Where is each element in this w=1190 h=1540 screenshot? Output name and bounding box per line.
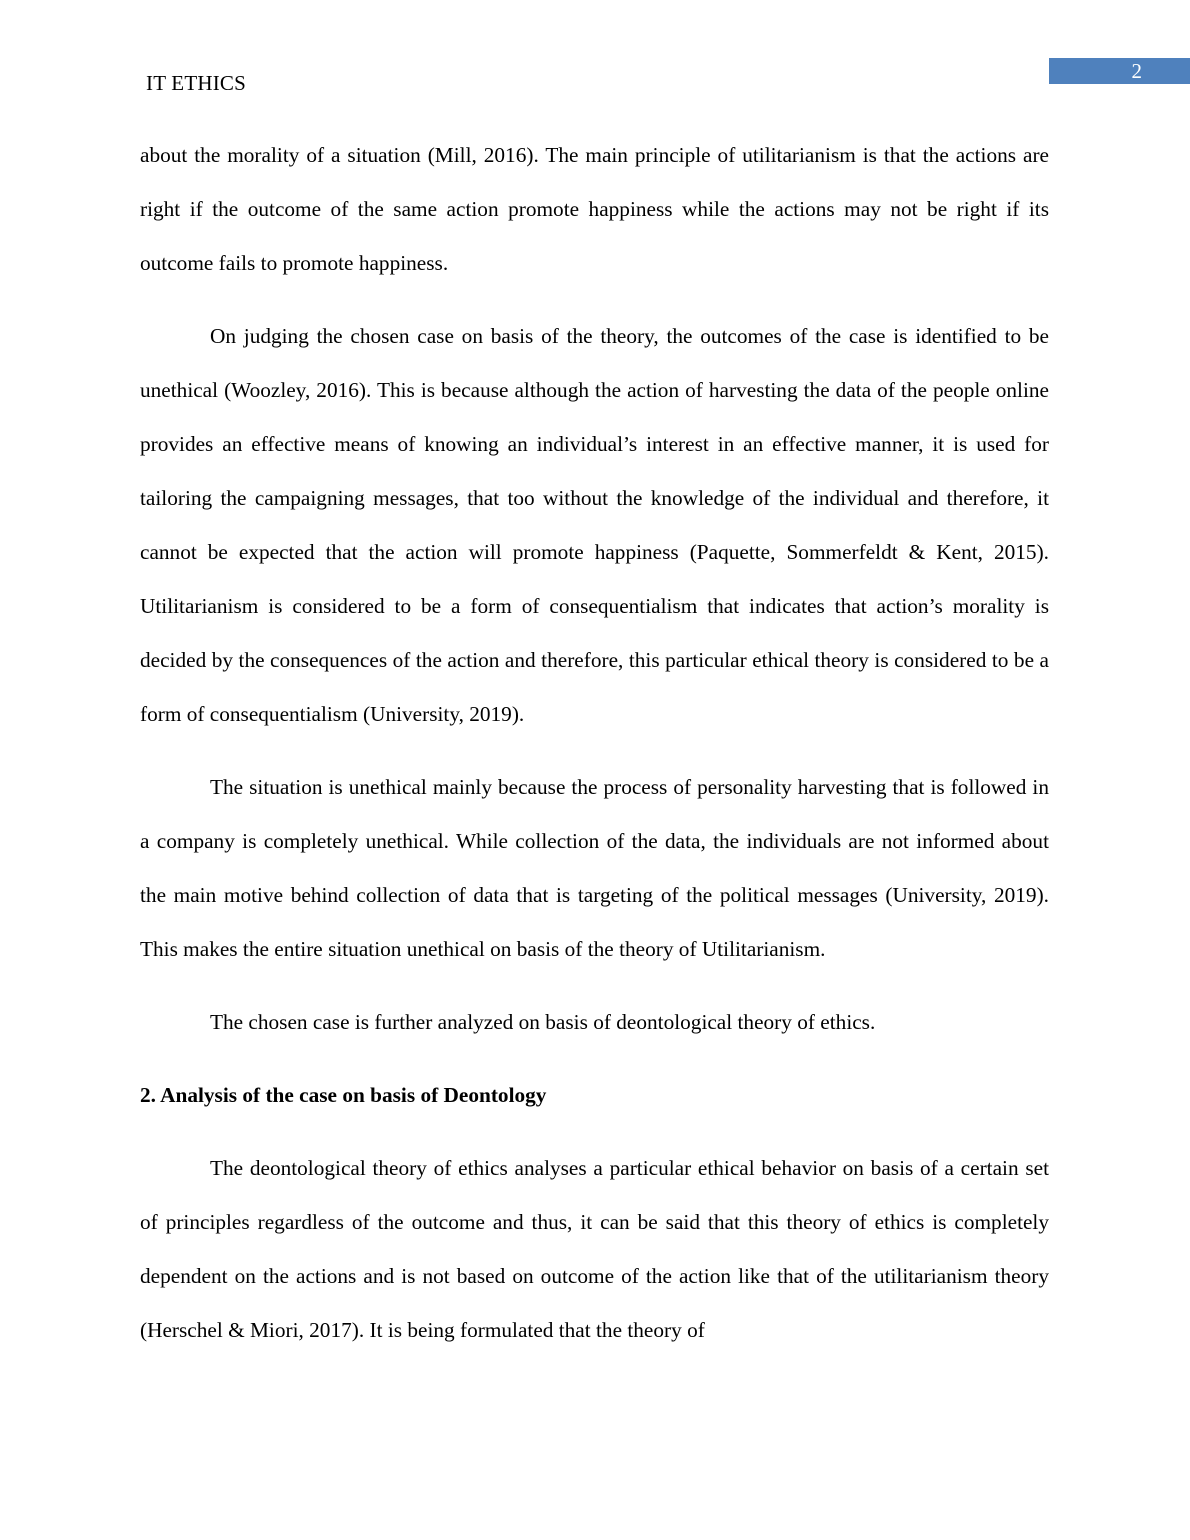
document-body (140, 128, 1049, 1376)
paragraph-judging-case: On judging the chosen case on basis of the theory, the outcomes of the case is identified to be unethical (Woozley, 2016). This is because although the action of harvesting the data of the people online provides an effective means of knowing an individual’s interest in an effective manner, it is used for tailoring the campaigning messages, that too without the knowledge of the individual and therefore, it cannot be expected that the action will promote happiness (Paquette, Sommerfeldt & Kent, 2015). Utilitarianism is considered to be a form of consequentialism that indicates that action’s morality is decided by the consequences of the action and therefore, this particular ethical theory is considered to be a form of consequentialism (University, 2019). (140, 324, 1049, 726)
running-head: IT ETHICS (146, 71, 246, 95)
paragraph-deontology: The deontological theory of ethics analyses a particular ethical behavior on basis of a certain set of principles regardless of the outcome and thus, it can be said that this theory of ethics is completely dependent on the actions and is not based on outcome of the action like that of the utilitarianism theory (Herschel & Miori, 2017). It is being formulated that the theory of (140, 1156, 1049, 1342)
paragraph-situation-unethical: The situation is unethical mainly because the process of personality harvesting that is followed in a company is completely unethical. While collection of the data, the individuals are not informed about the main motive behind collection of data that is targeting of the political messages (University, 2019). This makes the entire situation unethical on basis of the theory of Utilitarianism. (140, 775, 1049, 961)
page-number: 2 (1131, 59, 1142, 83)
paragraph-continued: about the morality of a situation (Mill, 2016). The main principle of utilitarianism is that the actions are right if the outcome of the same action promote happiness while the actions may not be right if its outcome fails to promote happiness. (140, 143, 1049, 275)
page-number-box (1049, 58, 1190, 84)
paragraph-further-analysis: The chosen case is further analyzed on basis of deontological theory of ethics. (210, 1010, 876, 1034)
section-heading: 2. Analysis of the case on basis of Deontology (140, 1083, 547, 1107)
